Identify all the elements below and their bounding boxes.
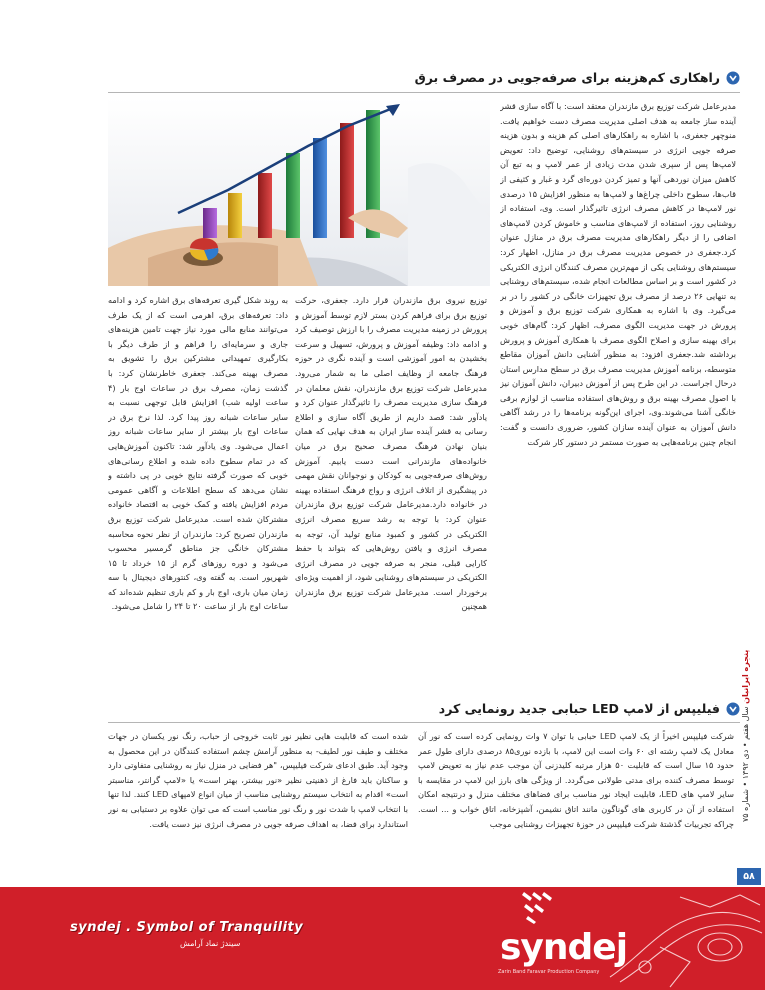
magazine-name: پنجره ایرانیان bbox=[741, 650, 750, 705]
article2-rule bbox=[108, 722, 740, 723]
article2-column-left: شده است که قابلیت هایی نظیر نور ثابت خروجی از حباب، رنگ نور یکسان در جهات مختلف و طیف نور لطیف- به منظور آرامش چشم استفاده کنندگان در این محصول به وجود آید. طبق ادعای شرکت فیلیپس، "هر فضایی در منزل نیاز به روشنایی متفاوتی دارد و ساکنان باید فارغ از ذهنیتی نظیر «نور بیشتر، بهتر است» یا «لامپ گرانتر، مناسبتر است» اقدام به انتخاب سیستم روشنایی مناسب از میان انواع لامپهای LED کنند. لذا تنها با انتخاب لامپ با شدت نور و رنگ نور مناسب است که می توان علاوه بر دستیابی به نور استاندارد برای فضا، به اهداف صرفه جویی در مصرف انرژی نیز دست یافت. bbox=[108, 731, 408, 829]
page-number: ۵۸ bbox=[737, 868, 761, 885]
article2-column-right: شرکت فیلیپس اخیراً از یک لامپ LED حبابی با توان ۷ وات رونمایی کرده است که نور آن معادل یک لامپ رشته ای ۶۰ وات است این لامپ، با بازده نوری۸۵ درصدی دارای طول عمر حدود ۱۵ سال است که قابلیت ۵۰ هزار مرتبه کلیدزنی آن موجب عدم نیاز به تعویض لامپ توسط مصرف کننده برای مدتی طولانی می‌گردد. از ویژگی های بارز این لامپ در مقایسه با سایر لامپ های LED، قابلیت ایجاد نور مناسب برای فضاهای مختلف منزل و درنتیجه امکان استفاده از آن در کاربری های گوناگون مانند اتاق نشیمن، آشپزخانه، اتاق خواب و ... است. چراکه تجربیات گذشتهٔ شرکت فیلیپس در حوزهٔ تجهیزات روشنایی موجب bbox=[418, 731, 734, 829]
ad-slogan: syndej . Symbol of Tranquility bbox=[70, 920, 304, 935]
article1-rule bbox=[108, 92, 740, 93]
article1-column-right: مدیرعامل شرکت توزیع برق مازندران معتقد است: با آگاه سازی قشر آینده ساز جامعه به هدف اصلی مدیریت مصرف دست خواهیم یافت. منوچهر جعفری، با اشاره به راهکارهای اصلی کم هزینه و بدون هزینه صرفه جویی انرژی در سیستم‌های روشنایی، توضیح داد: تعویض لامپ‌ها پس از سپری شدن مدت زیادی از عمر لامپ و به تبع آن کاهش میزان نوردهی آنها و تمیز کردن دوره‌ای گرد و غبار و کثیفی از قاب‌ها، سطوح داخلی چراغ‌ها و لامپ‌ها به منظور افزایش ۱۵ درصدی نور لامپ‌ها در کاهش مصرف انرژی تاثیرگذار است. وی، استفاده از روشنایی روز، استفاده از لامپ‌های مناسب و خاموش کردن لامپ‌های اضافی را از دیگر راهکارهای مدیریت مصرف برق در منازل عنوان کرد.جعفری در خصوص مدیریت مصرف برق در منازل، اظهار کرد: سیستم‌های روشنایی یکی از مهم‌ترین مصرف کنندگان انرژی الکتریکی در کشور است و بر اساس مطالعات انجام شده، سیستم‌های روشنایی به تنهایی ۲۶ درصد از مصرف برق تجهیزات خانگی در کشور را در بر می‌گیرد. وی با اشاره به همکاری شرکت توزیع برق و آموزش و پرورش در جهت مدیریت الگوی مصرف، اظهار کرد: گام‌های خوبی برای بهینه سازی و اصلاح الگوی مصرف با همکاری آموزش و پرورش برداشته شد.جعفری افزود: به منظور آشنایی دانش آموزان مقاطع متوسطه، برنامه آموزش مدیریت مصرف برق در سطح مدارس استان درحال اجراست. در این طرح پس از آموزش دبیران، دانش آموزان نیز با اصول مصرف بهینه برق و روش‌های استفاده مناسب از لوازم برقی خانگی آشنا می‌شوند.وی، اجرای این‌گونه برنامه‌ها را در رشد آگاهی دانش آموزان به عنوان آینده سازان کشور، ضروری دانست و گفت: انجام چنین برنامه‌هایی به صورت مستمر در دستور کار شرکت bbox=[500, 101, 736, 447]
chart-hand-illustration bbox=[108, 98, 490, 286]
ad-brand-name: syndej bbox=[500, 927, 628, 968]
issue-info: سال هفتم • دی ۱۳۹۲ • شماره ۷۵ bbox=[741, 706, 750, 823]
article2-heading bbox=[400, 701, 740, 716]
issue-sidebar bbox=[741, 650, 757, 880]
ad-company-tagline: Zarin Band Faravar Production Company bbox=[498, 969, 600, 975]
article1-column-middle: توزیع نیروی برق مازندران قرار دارد. جعفری، حرکت توزیع برق برای فراهم کردن بستر لازم توسط آموزش و پرورش در زمینه مدیریت مصرف را با ارزش توصیف کرد و ادامه داد: وظیفه آموزش و پرورش، تسهیل و سرعت بخشیدن به امور آموزشی است و آینده نگری در حوزه فرهنگ جامعه از وظایف اصلی ما به شمار می‌رود. مدیرعامل شرکت توزیع برق مازندران، نقش معلمان در فرهنگ سازی مدیریت مصرف را تاثیرگذار عنوان کرد و یادآور شد: قصد داریم از طریق آگاه سازی و اطلاع رسانی به قشر آینده ساز ایران به هدف نهایی که همان بنیان نهادن فرهنگ مصرف صحیح برق در میان خانواده‌های مازندرانی است دست یابیم. آموزش روش‌های صرفه‌جویی به کودکان و نوجوانان نقش مهمی در پیشگیری از اتلاف انرژی و رواج فرهنگ استفاده بهینه در خانواده دارد.مدیرعامل شرکت توزیع برق مازندران عنوان کرد: با توجه به رشد سریع مصرف انرژی الکتریکی در کشور و کمبود منابع تولید آن، توجه به مصرف انرژی و یافتن روش‌هایی که بتواند با حفظ کارایی قبلی، منجر به صرفه جویی در مصرف انرژی الکتریکی در سیستم‌های روشنایی شود، از اهمیت ویژه‌ای برخوردار است. مدیرعامل شرکت توزیع برق مازندران همچنین bbox=[295, 295, 487, 612]
article-photo bbox=[108, 98, 490, 286]
syndej-logo-icon bbox=[518, 890, 562, 924]
circle-bullet-icon bbox=[726, 702, 740, 716]
circle-bullet-icon bbox=[726, 71, 740, 85]
ad-slogan-persian: سیندژ نماد آرامش bbox=[180, 939, 241, 948]
article1-heading bbox=[370, 70, 740, 85]
article1-title: راهکاری کم‌هزینه برای صرفه‌جویی در مصرف برق bbox=[414, 70, 720, 85]
article2-title: فیلیپس از لامپ LED حبابی جدید رونمایی کرد bbox=[438, 701, 720, 716]
article1-column-left: به روند شکل گیری تعرفه‌های برق اشاره کرد و ادامه داد: تعرفه‌های برق، اهرمی است که از یک طرف می‌توانند منابع مالی مورد نیاز جهت تامین هزینه‌های جاری و سرمایه‌ای را فراهم و از طرف دیگر با بکارگیری تمهیداتی مشترکین برق را تشویق به مصرف بهینه می‌کند. جعفری خاطرنشان کرد: با گذشت زمان، مصرف برق در ساعات اوج بار (۴ ساعت اولیه شب) افزایش قابل توجهی نسبت به سایر ساعات شبانه روز پیدا کرد. لذا نرخ برق در ساعات اوج بار بیشتر از سایر ساعات شبانه روز اعمال می‌شود. وی یادآور شد: تاکنون آموزش‌هایی که در تمام سطوح داده شده و اطلاع رسانی‌های خوبی که صورت گرفته نتایج خوبی در پی داشته و نشان می‌دهد که سطح اطلاعات و آگاهی عمومی مردم افزایش یافته و کمک خوبی به اقتصاد خانواده مشترکان شده است. مدیرعامل شرکت توزیع برق مازندران تصریح کرد: مازندران از نظر نحوه محاسبه مشترکان خانگی جز مناطق گرمسیر محسوب می‌شود و دوره روزهای گرم از ۱۵ خرداد تا ۱۵ شهریور است. به گفته وی، کنتورهای دیجیتال با سه زمان میان باری، اوج بار و کم باری تنظیم شده‌اند که ساعات اوج بار از ساعت ۲۰ تا ۲۴ را شامل می‌شود. bbox=[108, 295, 288, 612]
advertisement-banner bbox=[0, 887, 765, 990]
